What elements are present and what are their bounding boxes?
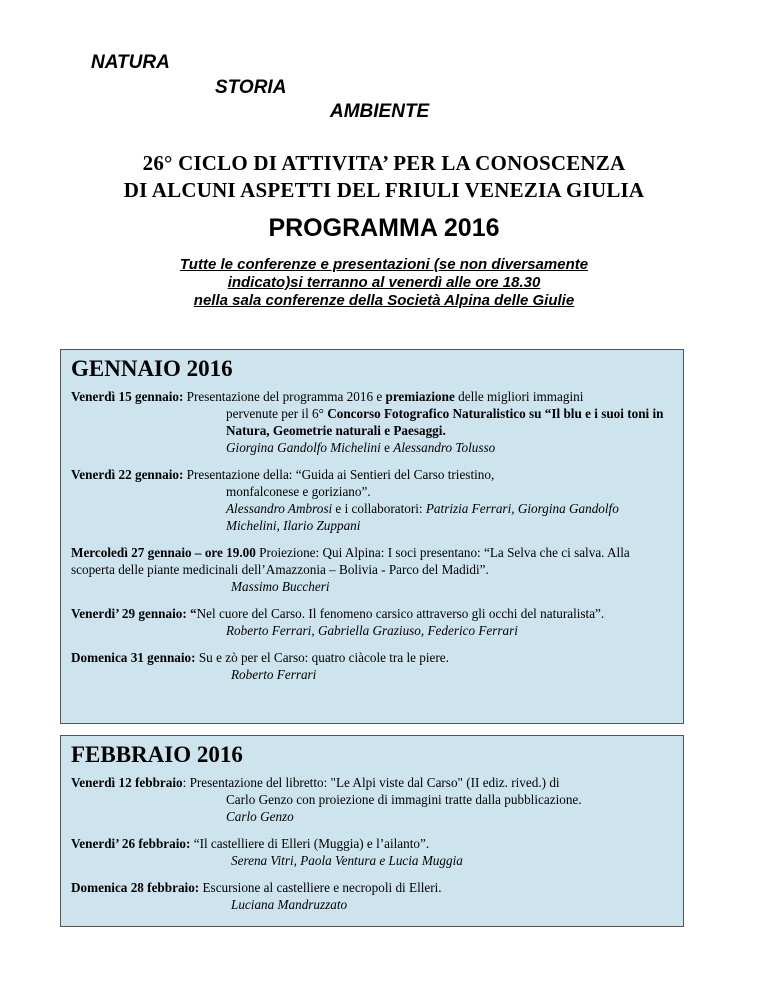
event-text-bold: premiazione — [385, 389, 455, 404]
intro-note — [0, 256, 768, 310]
presenter: Roberto Ferrari, Gabriella Graziuso, Federico Ferrari — [226, 623, 518, 638]
program-title: PROGRAMMA 2016 — [268, 214, 500, 242]
presenter-joiner: e i collaboratori: — [332, 501, 426, 516]
event-date: Venerdì 12 febbraio — [71, 775, 183, 790]
header-word-ambiente: AMBIENTE — [330, 101, 430, 122]
header-word-storia: STORIA — [215, 77, 287, 98]
month-title: GENNAIO 2016 — [71, 356, 233, 381]
event-text: Su e zò per el Carso: quatro ciàcole tra le piere. — [195, 650, 449, 665]
cycle-title-line2: DI ALCUNI ASPETTI DEL FRIULI VENEZIA GIULIA — [123, 178, 645, 202]
event-item — [71, 544, 673, 595]
event-date: Domenica 28 febbraio: — [71, 880, 200, 895]
intro-line-3: nella sala conferenze della Società Alpina delle Giulie — [193, 292, 575, 309]
event-presenters — [71, 439, 673, 456]
month-section-february — [60, 735, 684, 927]
event-presenters — [71, 500, 673, 534]
cycle-title — [0, 150, 768, 204]
presenter: Serena Vitri, Paola Ventura e Lucia Muggia — [231, 853, 463, 868]
event-date: Venerdi’ 26 febbraio: — [71, 836, 191, 851]
event-text: Escursione al castelliere e necropoli di Elleri. — [199, 880, 442, 895]
event-date: Venerdì 15 gennaio: — [71, 389, 184, 404]
event-text-bold: Concorso Fotografico Naturalistico su “Il blu e i suoi toni in Natura, Geometrie naturali e Paesaggi. — [226, 406, 664, 438]
presenter: Giorgina Gandolfo Michelini — [226, 440, 381, 455]
event-item — [71, 605, 673, 639]
event-text: Presentazione della: “Guida ai Sentieri del Carso triestino, — [183, 467, 495, 482]
event-detail: monfalconese e goriziano”. — [226, 484, 371, 499]
event-text: delle migliori immagini — [454, 389, 584, 404]
event-item — [71, 879, 673, 913]
event-date: Venerdi’ 29 gennaio: “ — [71, 606, 197, 621]
presenter: Alessandro Tolusso — [393, 440, 496, 455]
event-text: Presentazione del programma 2016 e — [183, 389, 386, 404]
event-text: pervenute per il 6° — [226, 406, 328, 421]
event-date: Mercoledì 27 gennaio – ore 19.00 — [71, 545, 256, 560]
event-text: Proiezione: Qui Alpina: I soci presentano: “La Selva che ci salva. Alla scoperta delle piante medicinali dell’Amazzonia – Bolivia - Parco del Madidi”. — [71, 545, 630, 577]
presenter: Luciana Mandruzzato — [231, 897, 348, 912]
month-section-january — [60, 349, 684, 724]
event-detail: Carlo Genzo con proiezione di immagini tratte dalla pubblicazione. — [226, 792, 582, 807]
presenter: Alessandro Ambrosi — [226, 501, 333, 516]
event-item — [71, 466, 673, 534]
event-item — [71, 388, 673, 456]
presenter: Patrizia Ferrari, Giorgina Gandolfo Michelini, Ilario Zuppani — [226, 501, 619, 533]
presenter: Roberto Ferrari — [231, 667, 317, 682]
presenter-joiner: e — [380, 440, 394, 455]
event-item — [71, 774, 673, 825]
intro-line-1: Tutte le conferenze e presentazioni (se non diversamente — [179, 256, 589, 273]
event-item — [71, 835, 673, 869]
event-date: Domenica 31 gennaio: — [71, 650, 196, 665]
event-date: Venerdì 22 gennaio: — [71, 467, 184, 482]
event-item — [71, 649, 673, 683]
month-title: FEBBRAIO 2016 — [71, 742, 243, 767]
event-text: “Il castelliere di Elleri (Muggia) e l’ailanto”. — [190, 836, 430, 851]
event-text: Nel cuore del Carso. Il fenomeno carsico attraverso gli occhi del naturalista”. — [196, 606, 605, 621]
cycle-title-line1: 26° CICLO DI ATTIVITA’ PER LA CONOSCENZA — [142, 151, 626, 175]
presenter: Massimo Buccheri — [231, 579, 330, 594]
header-word-natura: NATURA — [91, 52, 170, 73]
event-text: : Presentazione del libretto: "Le Alpi viste dal Carso" (II ediz. rived.) di — [182, 775, 560, 790]
event-detail — [71, 405, 673, 439]
presenter: Carlo Genzo — [226, 809, 294, 824]
intro-line-2: indicato)si terranno al venerdì alle ore 18.30 — [227, 274, 541, 291]
